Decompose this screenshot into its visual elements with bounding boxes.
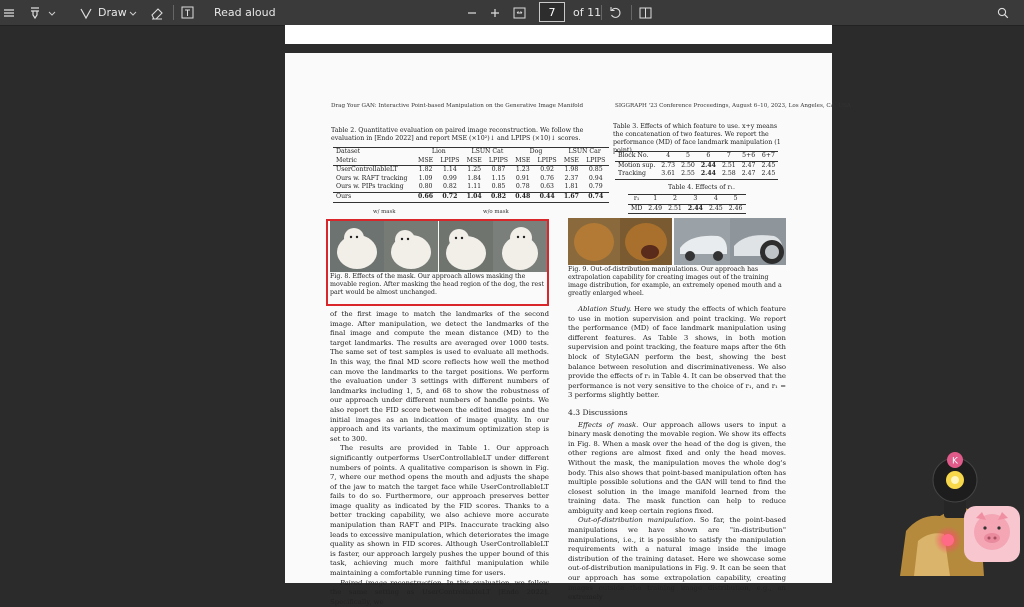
paragraph-lead: Effects of mask.	[578, 420, 639, 429]
table3-cell: 2.44	[700, 161, 716, 169]
table4-cell: 2.51	[668, 204, 682, 212]
table2-group-header: LSUN Cat	[471, 148, 504, 155]
page-number-input[interactable]: 7	[539, 2, 565, 22]
table-row	[615, 161, 778, 170]
table2-cell: 0.82	[442, 183, 457, 191]
table-row	[333, 192, 609, 202]
table3-cell: 2.73	[661, 161, 676, 169]
table3-cell: 2.47	[741, 170, 756, 178]
fit-page-icon	[513, 7, 526, 19]
table3-cell: 2.50	[681, 161, 695, 169]
toolbar-divider	[631, 5, 632, 20]
table2-metric: LPIPS	[488, 156, 509, 164]
table2-cell: 0.94	[588, 174, 603, 182]
table3-header-label: Block No.	[618, 152, 649, 159]
paragraph-body: Here we study the effects of which feature to use in motion supervision and point tracking. We report the performance (MD) of face landmark manipulation using different features. As Table 3 shows, in both motion supervision and point tracking, the feature maps after the 6th block of StyleGAN perform the best, showing the best balance between resolution and discriminativeness. We also provide the effects of r₁ in Table 4. It can be observed that the performance is not very sensitive to the choice of r₁, and r₁ = 3 performs slightly better.	[568, 305, 786, 400]
table3-cell: 2.47	[741, 161, 756, 169]
table2-metric: LPIPS	[586, 156, 606, 164]
pdf-page	[285, 53, 851, 606]
table4-header: 3	[693, 195, 698, 202]
search-button[interactable]	[997, 0, 1009, 25]
paragraph-body: Our approach allows users to input a binary mask denoting the movable region. We show its effects in Fig. 8. When a mask over the head of the dog is given, the other regions are almost fixed and only the head moves. Without the mask, the manipulation moves the whole dog's body. This also shows that point-based manipulation often has multiple possible solutions and the GAN will tend to find the closest solution in the image manifold learned from the training data. The mask function can help to reduce ambiguity and keep certain regions fixed.	[568, 420, 786, 515]
paragraph-lead: Out-of-distribution manipulation.	[578, 516, 696, 525]
table2-cell: 0.66	[418, 192, 434, 200]
table4-cell: 2.44	[687, 204, 703, 212]
table3-header: 5+6	[742, 152, 756, 159]
table2-row-name: Ours w. RAFT tracking	[336, 174, 408, 182]
table2-group-header: LSUN Car	[568, 148, 601, 155]
table2-cell: 0.63	[540, 183, 554, 191]
table2-metric: LPIPS	[440, 156, 460, 164]
pdf-toolbar	[0, 0, 1024, 26]
table4-header: 5	[733, 195, 738, 202]
paragraph-body: In this evaluation, we follow the same setting as UserControllableLT [Endo 2022]. Specifically, we	[330, 578, 549, 606]
table-row	[615, 170, 778, 179]
left-paragraph-2: The results are provided in Table 1. Our approach significantly outperforms UserControllableLT under different numbers of points. A qualitative comparison is shown in Fig. 7, where our method opens the mouth and adjusts the shape of the jaw to match the target face while UserControllableLT fails to do so. Furthermore, our approach preserves better image quality as indicated by the FID scores. Thanks to a better tracking capability, we also achieve more accurate manipulation than RAFT and PIPs. Inaccurate tracking also leads to excessive manipulation, which deteriorates the image quality as shown in FID scores. Although UserControllableLT is faster, our approach largely pushes the upper bound of this task, achieving much more faithful manipulation while maintaining a comfortable running time for users.	[330, 444, 549, 578]
table4-header: 4	[713, 195, 718, 202]
table3-header: 4	[666, 152, 671, 159]
table2-cell: 0.91	[515, 174, 530, 182]
table4-header: 1	[653, 195, 658, 202]
fig8-label-with-mask: w/ mask	[373, 209, 396, 215]
fig9-images	[568, 218, 786, 265]
table2-cell: 1.04	[466, 192, 482, 200]
table3-cell: 3.61	[661, 170, 676, 178]
eraser-icon[interactable]	[150, 0, 164, 25]
table2-cell: 2.37	[564, 174, 579, 182]
table2-row-name: Ours w. PIPs tracking	[336, 183, 404, 191]
table2-metric-header: Metric	[336, 156, 357, 164]
table3-cell: 2.51	[721, 161, 736, 169]
table2-metric: MSE	[515, 156, 531, 164]
table2-row-name: Ours	[336, 192, 352, 200]
table2	[333, 147, 609, 203]
table2-cell: 1.84	[467, 174, 482, 182]
read-aloud-button[interactable]	[214, 0, 276, 25]
toolbar-divider	[601, 5, 602, 20]
table2-group-header: Lion	[431, 148, 446, 155]
table2-cell: 0.80	[418, 183, 433, 191]
table2-cell: 1.67	[563, 192, 579, 200]
table3-header: 6	[706, 152, 711, 159]
streamer-avatar-overlay	[900, 436, 1024, 576]
fig9-caption: Fig. 9. Out-of-distribution manipulations. Our approach has extrapolation capability for creating images out of the training image distribution, for example, an extremely opened mouth and a greatly enlarged wheel.	[568, 266, 782, 297]
table2-cell: 0.74	[588, 192, 604, 200]
mask-paragraph	[568, 421, 786, 517]
badge-letter: K	[952, 456, 958, 467]
table2-metric: LPIPS	[537, 156, 557, 164]
rotate-button[interactable]	[609, 0, 622, 25]
table2-cell: 0.92	[540, 166, 554, 174]
table3-cell: 2.45	[761, 161, 776, 169]
table2-cell: 0.44	[539, 192, 555, 200]
left-column	[330, 310, 549, 607]
table3-row-name: Motion sup.	[618, 161, 656, 169]
table4-cell: 2.46	[728, 204, 743, 212]
table4-caption: Table 4. Effects of r₁.	[668, 184, 735, 191]
zoom-out-button[interactable]	[467, 0, 477, 25]
zoom-in-button[interactable]	[490, 0, 500, 25]
fig8-caption: Fig. 8. Effects of the mask. Our approach allows masking the movable region. After masking the head region of the dog, the rest part would be almost unchanged.	[330, 273, 545, 296]
table4-header: 2	[673, 195, 677, 202]
table2-metric: MSE	[563, 156, 579, 164]
table4-row-label: MD	[631, 204, 643, 212]
table2-cell: 0.99	[442, 174, 457, 182]
table3-row-name: Tracking	[618, 170, 646, 178]
table-row	[628, 204, 746, 214]
fig8-label-without-mask: w/o mask	[483, 209, 509, 215]
table2-cell: 1.15	[491, 174, 506, 182]
section-heading: 4.3 Discussions	[568, 407, 628, 417]
table2-cell: 0.72	[442, 192, 458, 200]
table3-caption: Table 3. Effects of which feature to use. x+y means the concatenation of two features. We report the performance (MD) of face landmark manipulation (1 point).	[613, 123, 781, 154]
pig-sticker-icon	[964, 506, 1020, 562]
ablation-paragraph	[568, 305, 786, 401]
table2-dataset-header: Dataset	[336, 148, 361, 155]
table3-header: 5	[686, 152, 690, 159]
table2-cell: 1.98	[564, 166, 579, 174]
previous-page	[285, 25, 832, 44]
table2-cell: 0.82	[490, 192, 507, 200]
table2-group-header: Dog	[529, 148, 543, 155]
right-column	[568, 305, 786, 603]
table2-cell: 1.81	[564, 183, 579, 191]
table2-cell: 1.14	[442, 166, 457, 174]
table2-cell: 1.09	[418, 174, 433, 182]
table4	[628, 194, 746, 214]
highlight-box	[326, 219, 549, 306]
chevron-down-icon[interactable]	[129, 0, 137, 25]
table3-cell: 2.45	[761, 170, 776, 178]
table3-cell: 2.44	[700, 170, 716, 178]
fit-page-button[interactable]	[513, 0, 526, 25]
pen-icon	[79, 6, 93, 20]
table3-cell: 2.55	[681, 170, 695, 178]
table3-header: 7	[726, 152, 731, 159]
rotate-icon	[609, 6, 622, 19]
table2-metric: MSE	[466, 156, 482, 164]
left-paragraph-1: of the first image to match the landmarks of the second image. After manipulation, we detect the landmarks of the final image and compute the mean distance (MD) to the target landmarks. The results are averaged over 1000 tests. The same set of test samples is used to evaluate all methods. In this way, the final MD score reflects how well the method can move the landmarks to the target positions. We perform the evaluation under 3 settings with different numbers of landmarks including 1, 5, and 68 to show the robustness of our approach under different numbers of handle points. We also report the FID score between the edited images and the initial images as an indication of image quality. In our approach and its variants, the maximum optimization step is set to 300.	[330, 310, 549, 443]
table2-caption: Table 2. Quantitative evaluation on paired image reconstruction. We follow the evaluation in [Endo 2022] and report MSE (×10²)↓ and LPIPS (×10)↓ scores.	[331, 127, 584, 142]
menu-icon[interactable]	[3, 0, 15, 25]
table3-cell: 2.58	[721, 170, 736, 178]
running-head-right: SIGGRAPH '23 Conference Proceedings, August 6–10, 2023, Los Angeles, CA, USA	[615, 103, 851, 109]
minus-icon	[467, 8, 477, 18]
table3-header: 6+7	[761, 152, 775, 159]
table-row	[333, 166, 609, 175]
table2-row-name: UserControllableLT	[336, 166, 398, 174]
left-paragraph-3	[330, 579, 549, 607]
table2-cell: 0.48	[515, 192, 531, 200]
table2-cell: 0.76	[540, 174, 554, 182]
two-page-icon	[639, 7, 652, 19]
page-total: of 11	[573, 6, 602, 19]
table4-header-label: r₁	[633, 195, 640, 202]
search-icon	[997, 7, 1009, 19]
page-view-button[interactable]	[639, 0, 652, 25]
paragraph-lead: Ablation Study.	[578, 305, 632, 313]
chevron-down-icon[interactable]	[48, 0, 56, 25]
table-row	[333, 183, 609, 192]
ood-paragraph	[568, 516, 786, 602]
table2-cell: 1.23	[515, 166, 530, 174]
table3	[615, 151, 778, 180]
table4-cell: 2.49	[648, 204, 663, 212]
table2-cell: 0.87	[491, 166, 506, 174]
table2-cell: 0.79	[588, 183, 603, 191]
table4-cell: 2.45	[708, 204, 723, 212]
table-row	[333, 175, 609, 184]
text-box-icon[interactable]	[181, 0, 194, 25]
highlighter-icon[interactable]	[28, 0, 42, 25]
plus-icon	[490, 8, 500, 18]
paragraph-body: So far, the point-based manipulations we have shown are "in-distribution" manipulations, i.e., it is possible to satisfy the manipulation requirements with a natural image inside the image distribution of the training dataset. Here we showcase some out-of-distribution manipulations in Fig. 9. It can be seen that our approach has some extrapolation capability, creating images outside the training image distribution, e.g., an extremely	[568, 516, 786, 602]
table2-cell: 1.11	[467, 183, 482, 191]
draw-button[interactable]	[79, 0, 127, 25]
draw-label: Draw	[98, 6, 127, 19]
table2-cell: 0.78	[515, 183, 530, 191]
table2-cell: 0.85	[491, 183, 506, 191]
table2-metric: MSE	[418, 156, 434, 164]
paragraph-lead: Paired image reconstruction.	[340, 578, 444, 587]
toolbar-divider	[173, 5, 174, 20]
table2-cell: 1.25	[467, 166, 482, 174]
table2-cell: 0.85	[588, 166, 603, 174]
read-aloud-label: Read aloud	[214, 6, 276, 19]
running-head-left: Drag Your GAN: Interactive Point-based Manipulation on the Generative Image Manifold	[331, 103, 584, 109]
table2-cell: 1.82	[418, 166, 433, 174]
